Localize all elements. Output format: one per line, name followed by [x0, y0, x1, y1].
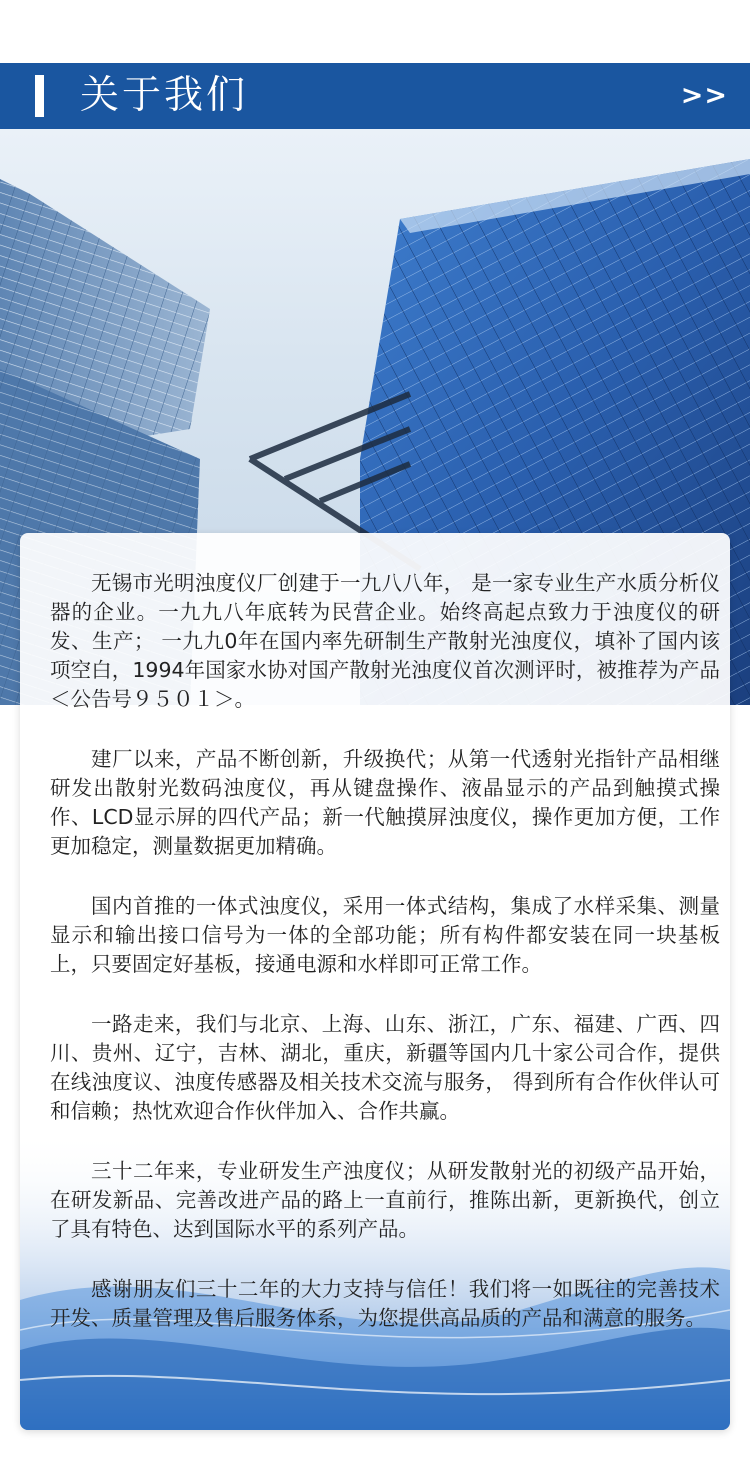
about-paragraph: 三十二年来，专业研发生产浊度仪；从研发散射光的初级产品开始，在研发新品、完善改进产品的路上一直前行，推陈出新，更新换代，创立了具有特色、达到国际水平的系列产品。 — [50, 1159, 720, 1241]
about-text — [50, 569, 720, 1364]
about-paragraph: 无锡市光明浊度仪厂创建于一九八八年， 是一家专业生产水质分析仪器的企业。一九九八年底转为民营企业。始终高起点致力于浊度仪的研发、生产； 一九九0年在国内率先研制生产散射光浊度仪，填补了国内该项空白，1994年国家水协对国产散射光浊度仪首次测评时，被推荐为产品＜公告号９５０１＞。 — [50, 571, 720, 711]
section-title: 关于我们 — [80, 73, 249, 118]
more-link[interactable]: >> — [680, 80, 728, 111]
about-paragraph: 感谢朋友们三十二年的大力支持与信任！我们将一如既往的完善技术开发、质量管理及售后服务体系，为您提供高品质的产品和满意的服务。 — [50, 1277, 720, 1330]
about-paragraph: 建厂以来，产品不断创新，升级换代；从第一代透射光指针产品相继研发出散射光数码浊度仪，再从键盘操作、液晶显示的产品到触摸式操作、LCD显示屏的四代产品；新一代触摸屏浊度仪，操作更加方便，工作更加稳定，测量数据更加精确。 — [50, 747, 720, 858]
about-card — [20, 533, 730, 1430]
header-accent-bar — [35, 75, 44, 117]
about-paragraph: 一路走来，我们与北京、上海、山东、浙江，广东、福建、广西、四川、贵州、辽宁，吉林、湖北，重庆，新疆等国内几十家公司合作，提供在线浊度议、浊度传感器及相关技术交流与服务， 得到所有合作伙伴认可和信赖；热忱欢迎合作伙伴加入、合作共赢。 — [50, 1012, 720, 1123]
section-header — [0, 63, 750, 129]
about-paragraph: 国内首推的一体式浊度仪，采用一体式结构，集成了水样采集、测量显示和输出接口信号为一体的全部功能；所有构件都安装在同一块基板上，只要固定好基板，接通电源和水样即可正常工作。 — [50, 894, 720, 976]
